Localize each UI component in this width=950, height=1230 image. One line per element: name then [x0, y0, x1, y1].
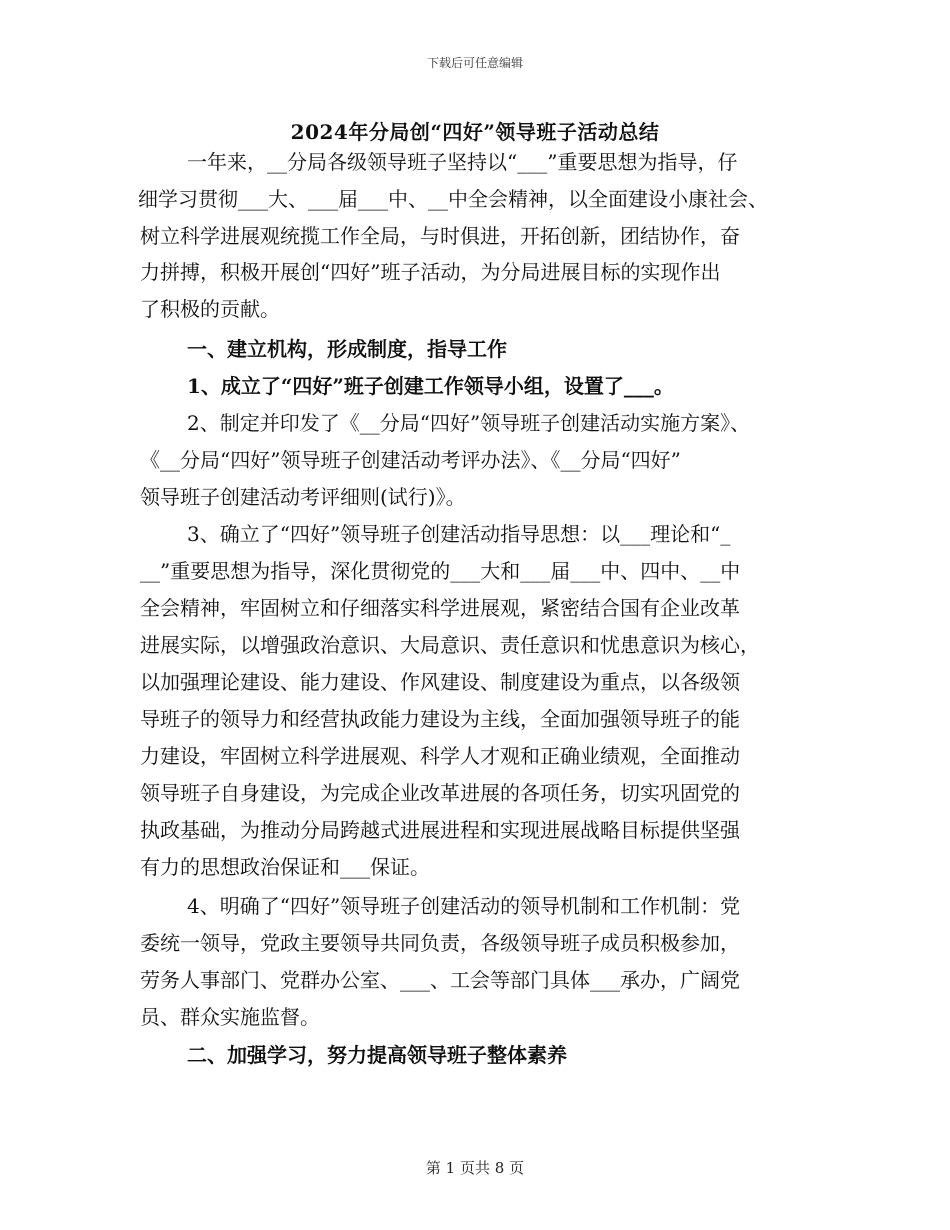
paragraph-line: 3、确立了“四好”领导班子创建活动指导思想：以___理论和“_ [187, 522, 731, 546]
paragraph-line: 1、成立了“四好”班子创建工作领导小组，设置了___。 [187, 374, 674, 398]
header-note: 下载后可任意编辑 [426, 56, 523, 70]
page-footer: 第 1 页共 8 页 [425, 1159, 525, 1177]
paragraph-line: 领导班子自身建设，为完成企业改革进展的各项任务，切实巩固党的 [140, 781, 740, 805]
paragraph-line: 执政基础，为推动分局跨越式进展进程和实现进展战略目标提供坚强 [140, 818, 740, 842]
paragraph-line: 员、群众实施监督。 [140, 1005, 320, 1029]
paragraph-line: 全会精神，牢固树立和仔细落实科学进展观，紧密结合国有企业改革 [140, 596, 740, 620]
paragraph-line: 劳务人事部门、党群办公室、___、工会等部门具体___承办，广阔党 [140, 968, 740, 992]
paragraph-line: 细学习贯彻___大、___届___中、__中全会精神，以全面建设小康社会、 [138, 187, 768, 211]
section-heading: 二、加强学习，努力提高领导班子整体素养 [187, 1043, 567, 1067]
paragraph-line: 委统一领导，党政主要领导共同负责，各级领导班子成员积极参加， [140, 931, 740, 955]
document-title: 2024年分局创“四好”领导班子活动总结 [290, 120, 660, 144]
paragraph-line: 以加强理论建设、能力建设、作风建设、制度建设为重点，以各级领 [140, 670, 740, 694]
paragraph-line: 树立科学进展观统揽工作全局，与时俱进，开拓创新，团结协作，奋 [140, 224, 740, 248]
paragraph-line: 4、明确了“四好”领导班子创建活动的领导机制和工作机制：党 [187, 894, 741, 918]
paragraph-line: 了积极的贡献。 [140, 297, 280, 321]
paragraph-line: 力拼搏，积极开展创“四好”班子活动，为分局进展目标的实现作出 [140, 260, 721, 284]
paragraph-line: 有力的思想政治保证和___保证。 [140, 855, 430, 879]
paragraph-line: 《__分局“四好”领导班子创建活动考评办法》、《__分局“四好” [140, 448, 681, 472]
paragraph-line: __”重要思想为指导，深化贯彻党的___大和___届___中、四中、__中 [140, 559, 741, 583]
paragraph-line: 导班子的领导力和经营执政能力建设为主线，全面加强领导班子的能 [140, 707, 740, 731]
paragraph-line: 一年来，__分局各级领导班子坚持以“___”重要思想为指导，仔 [187, 150, 738, 174]
paragraph-line: 进展实际，以增强政治意识、大局意识、责任意识和忧患意识为核心， [140, 633, 760, 657]
section-heading: 一、建立机构，形成制度，指导工作 [187, 337, 507, 361]
paragraph-line: 领导班子创建活动考评细则(试行)》。 [140, 485, 466, 509]
paragraph-line: 2、制定并印发了《__分局“四好”领导班子创建活动实施方案》、 [187, 411, 751, 435]
paragraph-line: 力建设，牢固树立科学进展观、科学人才观和正确业绩观，全面推动 [140, 744, 740, 768]
